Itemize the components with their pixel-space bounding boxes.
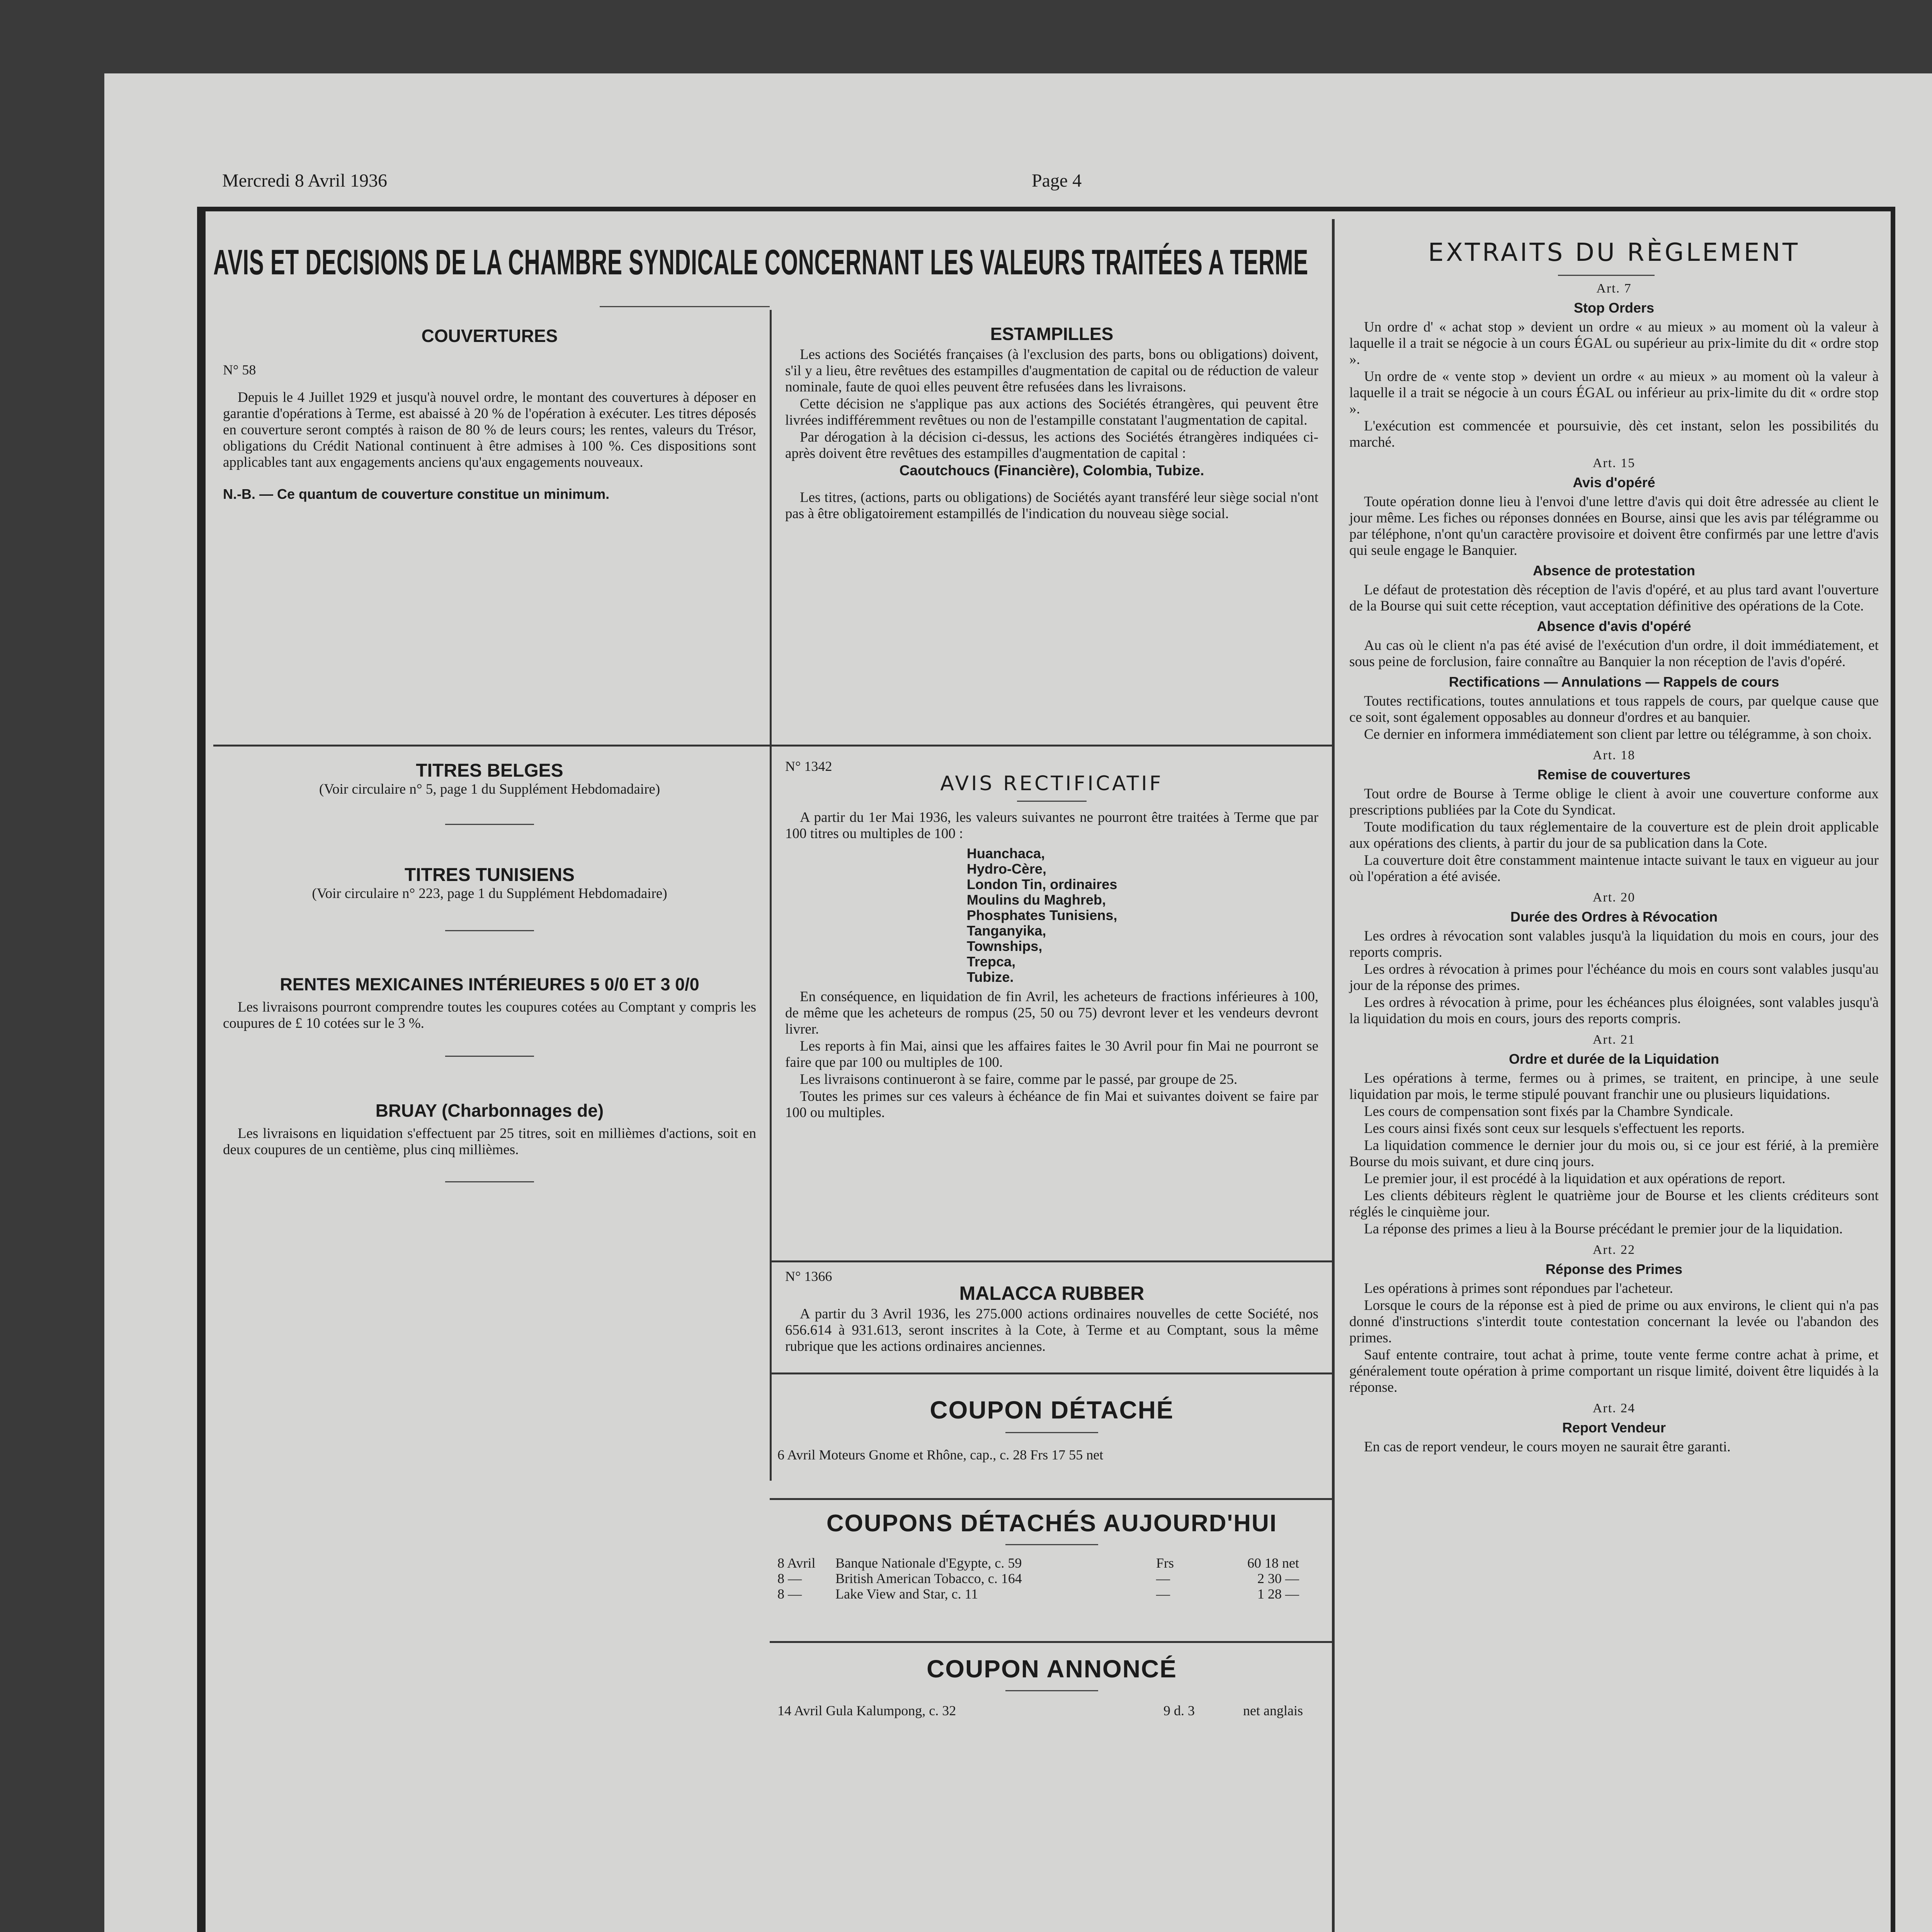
titres-belges-text: (Voir circulaire n° 5, page 1 du Supplément Hebdomadaire) [319, 781, 660, 797]
avis-list-item: Phosphates Tunisiens, [967, 907, 1117, 923]
coupon-amount: 60 18 net [1247, 1555, 1299, 1571]
estampilles-paragraph: Par dérogation à la décision ci-dessus, les actions des Sociétés étrangères indiquées ci-après doivent être revêtues des estampilles d'augmentation de capital : [785, 429, 1318, 461]
article-paragraph: Les ordres à révocation à primes pour l'échéance du mois en cours sont valables jusqu'au jour de la réponse des primes. [1349, 961, 1879, 993]
coupon-row [777, 1586, 1326, 1602]
extraits-section [1349, 238, 1879, 1456]
article-paragraph: En cas de report vendeur, le cours moyen ne saurait être garanti. [1364, 1439, 1731, 1455]
avis-list-item: Trepca, [967, 954, 1016, 969]
couvertures-number: N° 58 [223, 362, 256, 378]
bruay-text: Les livraisons en liquidation s'effectuent par 25 titres, soit en millièmes d'actions, soit en deux coupures de un centième, plus cinq millièmes. [223, 1126, 756, 1158]
article-paragraph: Les cours de compensation sont fixés par la Chambre Syndicale. [1364, 1104, 1733, 1119]
coupon-row [777, 1571, 1326, 1586]
coupon-detache-line: 6 Avril Moteurs Gnome et Rhône, cap., c. 28 Frs 17 55 net [777, 1447, 1104, 1463]
coupon-day: 8 — [777, 1571, 802, 1586]
article-title: Report Vendeur [1562, 1420, 1666, 1435]
page-header [116, 170, 1886, 205]
avis-list-item: Moulins du Maghreb, [967, 892, 1106, 908]
article-paragraph: Au cas où le client n'a pas été avisé de l'exécution d'un ordre, il doit immédiatement, et sous peine de forclusion, faire connaître au Banquier la non réception de l'avis d'opéré. [1349, 638, 1879, 670]
article-paragraph: Les opérations à terme, fermes ou à primes, se traitent, en principe, à une seule liquidation par mois, le terme stipulé pouvant franchir une ou plusieurs liquidations. [1349, 1070, 1879, 1102]
avis-rectificatif-section [785, 758, 1318, 1122]
article-title: Réponse des Primes [1545, 1261, 1683, 1277]
malacca-section [785, 1268, 1318, 1355]
article-paragraph: Sauf entente contraire, tout achat à prime, toute vente ferme contre achat à prime, et généralement toute opération à prime comportant un risque limité, doivent être liquidés à la réponse. [1349, 1347, 1879, 1395]
malacca-title: MALACCA RUBBER [959, 1282, 1145, 1304]
coupon-amount: 2 30 — [1257, 1571, 1299, 1586]
article-number: Art. 21 [1592, 1032, 1636, 1047]
article-title: Remise de couvertures [1537, 767, 1691, 782]
article-title: Ordre et durée de la Liquidation [1509, 1051, 1719, 1067]
article-title: Stop Orders [1573, 300, 1655, 316]
article-paragraph: Lorsque le cours de la réponse est à pied de prime ou aux environs, le client qui n'a pas donné d'instructions s'interdit toute contestation concernant la levée ou l'abandon des primes. [1349, 1298, 1879, 1346]
avis-list-item: London Tin, ordinaires [967, 876, 1117, 892]
column-divider [770, 310, 772, 1481]
malacca-text: A partir du 3 Avril 1936, les 275.000 actions ordinaires nouvelles de cette Société, nos 656.614 à 931.613, seront inscrites à la Cote, à Terme et au Comptant, sous la même rubrique que les actions ordinaires anciennes. [785, 1306, 1318, 1354]
article-paragraph: Les opérations à primes sont répondues par l'acheteur. [1364, 1281, 1673, 1296]
coupons-aujourdhui-section [777, 1510, 1326, 1602]
avis-list-item: Townships, [967, 938, 1043, 954]
estampilles-paragraph: Les actions des Sociétés françaises (à l'exclusion des parts, bons ou obligations) doivent, s'il y a lieu, être revêtues des estampilles d'augmentation de capital ou de réduction de valeur nominale, faute de quoi elles peuvent être refusées dans les livraisons. [785, 347, 1318, 395]
article-paragraph: Tout ordre de Bourse à Terme oblige le client à avoir une couverture conforme aux prescriptions publiées par la Cote du Syndicat. [1349, 786, 1879, 818]
article-paragraph: Toutes rectifications, toutes annulations et tous rappels de cours, par quelque cause que ce soit, sont également opposables au donneur d'ordres et au banquier. [1349, 693, 1879, 725]
article-paragraph: Les ordres à révocation à prime, pour les échéances plus éloignées, sont valables jusqu'à la liquidation du mois en cours, jours des reports compris. [1349, 995, 1879, 1027]
estampilles-section [785, 323, 1318, 523]
estampilles-paragraph: Cette décision ne s'applique pas aux actions des Sociétés étrangères, qui peuvent être livrées indifféremment revêtues ou non de l'estampille constatant l'augmentation de capital. [785, 396, 1318, 428]
article-paragraph: La réponse des primes a lieu à la Bourse précédant le premier jour de la liquidation. [1364, 1221, 1843, 1237]
coupon-name: British American Tobacco, c. 164 [835, 1571, 1022, 1586]
couvertures-section [223, 325, 756, 502]
article-title: Avis d'opéré [1573, 474, 1655, 490]
content-frame [197, 207, 1895, 1932]
coupon-annonce-line: 14 Avril Gula Kalumpong, c. 32 [777, 1703, 956, 1718]
coupon-currency: — [1156, 1586, 1170, 1602]
titres-belges-section [223, 760, 756, 798]
page-number: Page 4 [1032, 170, 1082, 191]
coupon-annonce-title: COUPON ANNONCÉ [927, 1655, 1177, 1683]
article-paragraph: Ce dernier en informera immédiatement son client par lettre ou télégramme, à son choix. [1364, 726, 1872, 742]
article-title: Rectifications — Annulations — Rappels de cours [1449, 674, 1779, 690]
article-paragraph: L'exécution est commencée et poursuivie, dès cet instant, selon les possibilités du marché. [1349, 418, 1879, 450]
avis-list-item: Tubize. [967, 969, 1014, 985]
article-number: Art. 20 [1592, 890, 1636, 905]
article-paragraph: Un ordre de « vente stop » devient un ordre « au mieux » au moment où la valeur à laquelle il a trait se négocie à un cours ÉGAL ou inférieur au prix-limite du dit « ordre stop ». [1349, 369, 1879, 417]
coupons-aujourdhui-title: COUPONS DÉTACHÉS AUJOURD'HUI [826, 1510, 1277, 1537]
avis-paragraph: Les reports à fin Mai, ainsi que les affaires faites le 30 Avril pour fin Mai ne pourront se faire que par 100 ou multiples de 100. [785, 1038, 1318, 1070]
avis-intro: A partir du 1er Mai 1936, les valeurs suivantes ne pourront être traitées à Terme que par 100 titres ou multiples de 100 : [785, 810, 1318, 842]
estampilles-paragraph: Les titres, (actions, parts ou obligations) de Sociétés ayant transféré leur siège social n'ont pas à être obligatoirement estampillés de l'indication du nouveau siège social. [785, 490, 1318, 522]
coupon-day: 8 — [777, 1586, 802, 1602]
avis-paragraph: En conséquence, en liquidation de fin Avril, les acheteurs de fractions inférieures à 100, de même que les acheteurs de rompus (25, 50 ou 75) devront lever et les vendeurs devront livrer. [785, 989, 1318, 1037]
article-paragraph: Toute modification du taux réglementaire de la couverture est de plein droit applicable aux opérations des clients, à partir du jour de sa publication dans la Cote. [1349, 819, 1879, 851]
avis-paragraph: Les livraisons continueront à se faire, comme par le passé, par groupe de 25. [800, 1071, 1238, 1087]
couvertures-nb: N.-B. — Ce quantum de couverture constitue un minimum. [223, 486, 610, 502]
coupon-row [777, 1555, 1326, 1571]
rentes-title: RENTES MEXICAINES INTÉRIEURES 5 0/0 ET 3 0/0 [280, 975, 699, 994]
avis-list-item: Hydro-Cère, [967, 861, 1047, 877]
article-paragraph: Les cours ainsi fixés sont ceux sur lesquels s'effectuent les reports. [1364, 1121, 1745, 1136]
page-date: Mercredi 8 Avril 1936 [222, 170, 388, 191]
couvertures-title: COUVERTURES [421, 326, 558, 346]
article-paragraph: Un ordre d' « achat stop » devient un ordre « au mieux » au moment où la valeur à laquelle il a trait se négocie à un cours ÉGAL ou supérieur au prix-limite du dit « ordre stop ». [1349, 319, 1879, 367]
avis-paragraph: Toutes les primes sur ces valeurs à échéance de fin Mai et suivantes doivent se faire par 100 ou multiples. [785, 1088, 1318, 1121]
article-paragraph: Les ordres à révocation sont valables jusqu'à la liquidation du mois en cours, jour des reports compris. [1349, 928, 1879, 960]
titres-tunisiens-text: (Voir circulaire n° 223, page 1 du Supplément Hebdomadaire) [312, 886, 667, 901]
rentes-section [223, 975, 756, 1032]
coupon-name: Banque Nationale d'Egypte, c. 59 [835, 1555, 1022, 1571]
coupon-amount: 1 28 — [1257, 1586, 1299, 1602]
article-paragraph: La couverture doit être constamment maintenue intacte suivant le taux en vigueur au jour où l'opération a été avisée. [1349, 852, 1879, 884]
rentes-text: Les livraisons pourront comprendre toutes les coupures cotées au Comptant y compris les coupures de £ 10 cotées sur le 3 %. [223, 999, 756, 1031]
article-paragraph: Le défaut de protestation dès réception de l'avis d'opéré, et au plus tard avant l'ouverture de la Bourse qui suit cette réception, vaut acceptation définitive des opérations de la Cote. [1349, 582, 1879, 614]
article-number: Art. 7 [1596, 281, 1632, 296]
column-divider [1332, 219, 1335, 1932]
estampilles-title: ESTAMPILLES [990, 324, 1114, 344]
avis-list-item: Tanganyika, [967, 923, 1046, 939]
avis-number: N° 1342 [785, 759, 832, 774]
article-paragraph: Toute opération donne lieu à l'envoi d'une lettre d'avis qui doit être adressée au client le jour même. Les fiches ou réponses données en Bourse, ainsi que les avis par télégramme ou par téléphone, n'ont qu'un caractère provisoire et doivent être confirmés par une lettre d'avis qui seule engage le Banquier. [1349, 494, 1879, 558]
titres-belges-title: TITRES BELGES [416, 760, 563, 781]
coupon-annonce-section [777, 1655, 1326, 1718]
article-paragraph: Les clients débiteurs règlent le quatrième jour de Bourse et les clients créditeurs sont réglés le cinquième jour. [1349, 1188, 1879, 1220]
coupon-annonce-suffix: net anglais [1243, 1703, 1303, 1718]
article-number: Art. 15 [1592, 456, 1636, 470]
article-number: Art. 18 [1592, 748, 1636, 762]
article-title: Durée des Ordres à Révocation [1510, 909, 1718, 925]
malacca-number: N° 1366 [785, 1269, 832, 1284]
coupon-detache-title: COUPON DÉTACHÉ [930, 1396, 1174, 1424]
main-title: AVIS ET DECISIONS DE LA CHAMBRE SYNDICALE CONCERNANT LES VALEURS TRAITÉES A TERME [213, 243, 1308, 282]
titres-tunisiens-section [223, 864, 756, 902]
coupon-name: Lake View and Star, c. 11 [835, 1586, 978, 1602]
bruay-section [223, 1100, 756, 1159]
couvertures-paragraph: Depuis le 4 Juillet 1929 et jusqu'à nouvel ordre, le montant des couvertures à déposer en garantie d'opérations à Terme, est abaissé à 20 % de l'opération à exécuter. Les titres déposés en couverture seront comptés à raison de 80 % de leurs cours; les rentes, valeurs du Trésor, obligations du Crédit National continuent à être admises à 100 %. Ces dispositions sont applicables tant aux engagements anciens qu'aux engagements nouveaux. [223, 389, 756, 470]
article-number: Art. 22 [1592, 1243, 1636, 1257]
coupon-day: 8 Avril [777, 1555, 816, 1571]
article-number: Art. 24 [1592, 1401, 1636, 1415]
avis-title: AVIS RECTIFICATIF [940, 772, 1163, 795]
titres-tunisiens-title: TITRES TUNISIENS [404, 865, 575, 885]
article-title: Absence de protestation [1532, 563, 1696, 578]
article-title: Absence d'avis d'opéré [1537, 618, 1691, 634]
bruay-title: BRUAY (Charbonnages de) [375, 1100, 604, 1121]
estampilles-companies: Caoutchoucs (Financière), Colombia, Tubize. [899, 463, 1204, 478]
coupon-currency: — [1156, 1571, 1170, 1586]
coupon-detache-section [777, 1396, 1326, 1463]
article-paragraph: Le premier jour, il est procédé à la liquidation et aux opérations de report. [1364, 1171, 1786, 1187]
coupon-currency: Frs [1156, 1555, 1174, 1571]
avis-list-item: Huanchaca, [967, 845, 1045, 861]
article-paragraph: La liquidation commence le dernier jour du mois ou, si ce jour est férié, à la première Bourse du mois suivant, et dure cinq jours. [1349, 1138, 1879, 1170]
extraits-title: EXTRAITS DU RÈGLEMENT [1428, 238, 1800, 267]
coupon-annonce-amount: 9 d. 3 [1163, 1703, 1195, 1718]
